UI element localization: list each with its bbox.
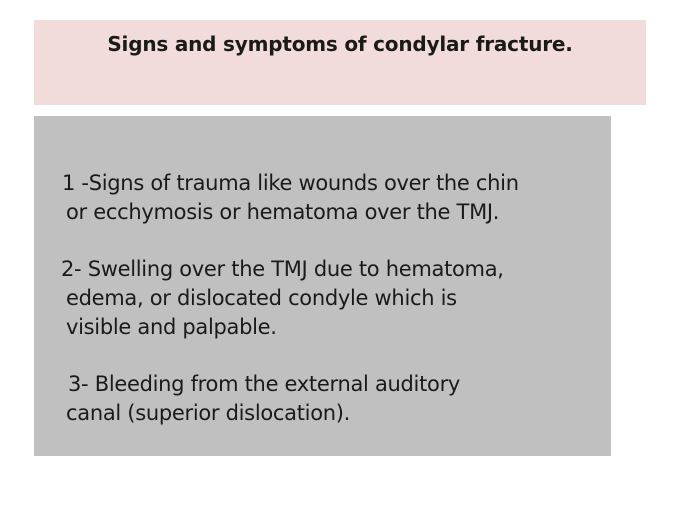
- point-1-line-2: or ecchymosis or hematoma over the TMJ.: [66, 200, 500, 224]
- point-3-line-1: 3- Bleeding from the external auditory: [68, 372, 461, 396]
- point-1-line-1: 1 -Signs of trauma like wounds over the chin: [62, 171, 519, 195]
- title-box: [34, 20, 646, 105]
- point-2-line-2: edema, or dislocated condyle which is: [66, 286, 457, 310]
- slide-title: Signs and symptoms of condylar fracture.: [107, 32, 573, 56]
- point-2: [34, 255, 611, 342]
- point-3: [34, 370, 611, 428]
- point-1: [34, 169, 611, 227]
- content-box: [34, 116, 611, 456]
- point-2-line-1: 2- Swelling over the TMJ due to hematoma,: [61, 257, 504, 281]
- point-3-line-2: canal (superior dislocation).: [66, 401, 351, 425]
- point-2-line-3: visible and palpable.: [66, 315, 277, 339]
